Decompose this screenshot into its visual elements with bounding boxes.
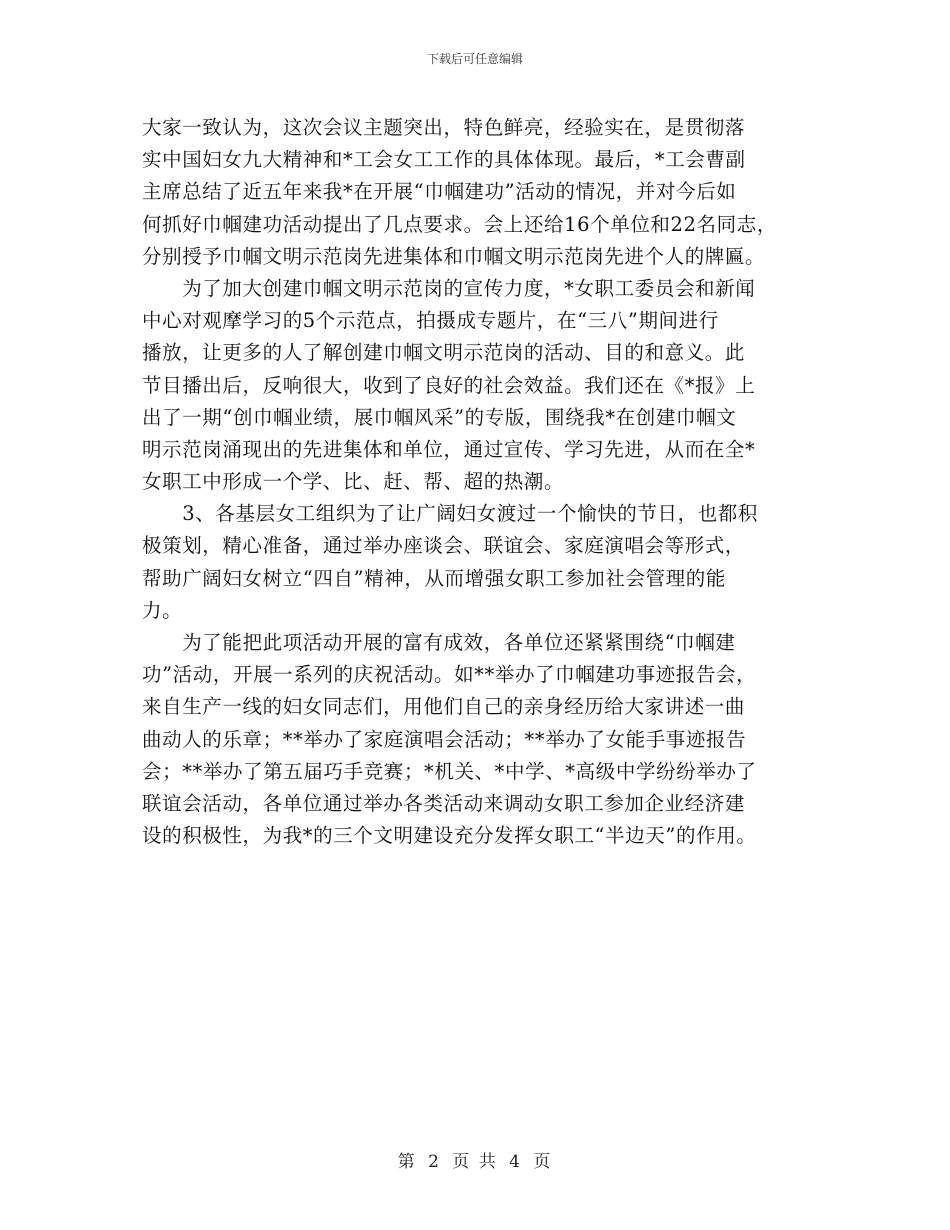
text-line: 3、各基层女工组织为了让广阔妇女渡过一个愉快的节日，也都积 [142,502,759,526]
text-line: 出了一期“创巾帼业绩，展巾帼风采”的专版，围绕我*在创建巾帼文 [142,405,737,429]
page-footer [0,1147,950,1172]
text-line: 极策划，精心准备，通过举办座谈会、联谊会、家庭演唱会等形式， [142,534,746,558]
text-line: 主席总结了近五年来我*在开展“巾帼建功”活动的情况，并对今后如 [142,180,737,204]
text-line: 实中国妇女九大精神和*工会女工工作的具体体现。最后，*工会曹副 [142,148,746,172]
text-line: 为了能把此项活动开展的富有成效，各单位还紧紧围绕“巾帼建 [142,631,736,654]
text-line: 帮助广阔妇女树立“四自”精神，从而增强女职工参加社会管理的能 [142,566,726,590]
total-pages-number: 4 [509,1152,522,1172]
text-line: 功”活动，开展一系列的庆祝活动。如**举办了巾帼建功事迹报告会， [142,663,757,687]
body-text [142,112,818,852]
text-line: 中心对观摩学习的5个示范点，拍摄成专题片，在“三八”期间进行 [142,309,719,333]
text-line: 曲动人的乐章；**举办了家庭演唱会活动；**举办了女能手事迹报告 [142,727,747,751]
text-line: 设的积极性，为我*的三个文明建设充分发挥女职工“半边天”的作用。 [142,824,757,848]
text-line: 为了加大创建巾帼文明示范岗的宣传力度，*女职工委员会和新闻 [142,276,756,300]
text-line: 大家一致认为，这次会议主题突出，特色鲜亮，经验实在，是贯彻落 [142,116,746,139]
text-line: 来自生产一线的妇女同志们，用他们自己的亲身经历给大家讲述一曲 [142,695,746,719]
text-line: 力。 [142,598,183,622]
text-line: 会；**举办了第五届巧手竞赛；*机关、*中学、*高级中学纷纷举办了 [142,759,757,783]
page-header: 下载后可任意编辑 [426,52,523,66]
text-line: 分别授予巾帼文明示范岗先进集体和巾帼文明示范岗先进个人的牌匾。 [142,244,766,268]
footer-middle: 页 共 [452,1152,498,1172]
text-line: 联谊会活动，各单位通过举办各类活动来调动女职工参加企业经济建 [142,791,746,815]
text-line: 节目播出后，反响很大，收到了良好的社会效益。我们还在《*报》上 [142,373,756,397]
text-line: 明示范岗涌现出的先进集体和单位，通过宣传、学习先进，从而在全* [142,437,756,461]
footer-prefix: 第 [397,1152,417,1172]
current-page-number: 2 [428,1152,441,1172]
footer-suffix: 页 [533,1152,553,1172]
text-line: 播放，让更多的人了解创建巾帼文明示范岗的活动、目的和意义。此 [142,341,746,365]
text-line: 女职工中形成一个学、比、赶、帮、超的热潮。 [142,470,565,494]
text-line: 何抓好巾帼建功活动提出了几点要求。会上还给16个单位和22名同志， [142,212,777,236]
